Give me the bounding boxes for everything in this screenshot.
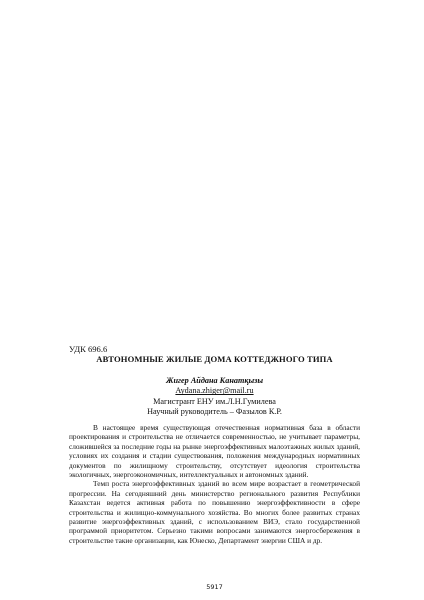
author-email-link[interactable]: Aydana.zhiger@mail.ru	[175, 386, 254, 396]
article-title: АВТОНОМНЫЕ ЖИЛЫЕ ДОМА КОТТЕДЖНОГО ТИПА	[96, 354, 333, 364]
page-number: 5917	[206, 583, 223, 591]
article-body	[69, 423, 360, 545]
paragraph-2: Темп роста энергоэффективных зданий во всем мире возрастает в геометрической прогрессии. На сегодняшний день министерство регионального развития Республики Казахстан ведется активная работа по повышению энергоэффективности в сфере строительства и жилищно-коммунального хозяйства. Во многих более развитых странах развитие энергоэффективных зданий, с использованием ВИЭ, стало государственной программой приоритетом. Серьезно такими вопросами занимаются энергосбережения в строительстве такие организации, как Юнеско, Департамент энергии США и др.	[69, 479, 360, 545]
scientific-supervisor: Научный руководитель – Фазылов К.Р.	[147, 406, 282, 416]
udk-code: УДК 696.6	[69, 344, 108, 354]
author-block	[69, 376, 360, 417]
author-name: Жигер Айдана Канатқызы	[165, 376, 264, 385]
author-affiliation: Магистрант ЕНУ им.Л.Н.Гумилева	[153, 396, 276, 406]
paragraph-1: В настоящее время существующая отечественная нормативная база в области проектирования и строительства не отличается современностью, не учитывает параметры, сложившейся за последние годы на рынке энергоэффективных малоэтажных жилых зданий, условиях их создания и стадии существования, положения международных нормативных документов по жилищному строительству, отсутствует идеология строительства экологичных, энергоэкономичных, интеллектуальных и автономных зданий.	[69, 423, 360, 480]
